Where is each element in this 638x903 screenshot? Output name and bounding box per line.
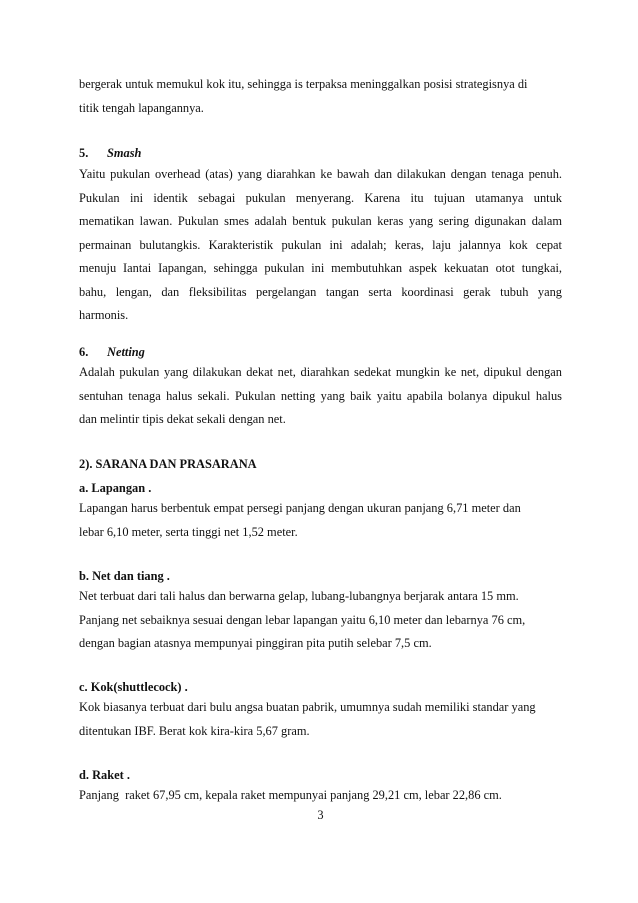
raket-paragraph xyxy=(79,784,562,808)
text-line: Net terbuat dari tali halus dan berwarna gelap, lubang-lubangnya berjarak antara 15 mm. xyxy=(79,589,519,603)
text-line: Pukulan ini identik sebagai pukulan menyerang. Karena itu tujuan utamanya untuk xyxy=(79,190,562,205)
text-line: dengan bagian atasnya mempunyai pinggiran pita putih selebar 7,5 cm. xyxy=(79,636,432,650)
text-line: ditentukan IBF. Berat kok kira-kira 5,67 gram. xyxy=(79,723,310,738)
text-line: Adalah pukulan yang dilakukan dekat net, diarahkan sedekat mungkin ke net, dipukul dengan xyxy=(79,365,562,379)
heading-title: Smash xyxy=(107,146,142,160)
text-line: bahu, lengan, dan fleksibilitas pergelangan tangan serta koordinasi gerak tubuh yang xyxy=(79,284,562,299)
text-line: Panjang raket 67,95 cm, kepala raket mempunyai panjang 29,21 cm, lebar 22,86 cm. xyxy=(79,788,502,802)
netting-heading xyxy=(79,345,145,360)
net-heading: b. Net dan tiang . xyxy=(79,569,170,583)
intro-paragraph xyxy=(79,73,562,120)
kok-paragraph xyxy=(79,696,562,743)
heading-number: 5. xyxy=(79,146,89,160)
text-line: lebar 6,10 meter, serta tinggi net 1,52 meter. xyxy=(79,524,298,539)
net-paragraph xyxy=(79,585,562,656)
heading-title: Netting xyxy=(107,345,145,359)
text-line: Kok biasanya terbuat dari bulu angsa buatan pabrik, umumnya sudah memiliki standar yang xyxy=(79,700,536,714)
lapangan-paragraph xyxy=(79,497,562,544)
lapangan-heading: a. Lapangan . xyxy=(79,481,152,495)
page-number: 3 xyxy=(317,808,324,822)
text-line: permainan bulutangkis. Karakteristik pukulan ini adalah; keras, laju jalannya kok cepat xyxy=(79,237,562,252)
text-line: mematikan lawan. Pukulan smes adalah bentuk pukulan keras yang sering digunakan dalam xyxy=(79,214,562,228)
text-line: bergerak untuk memukul kok itu, sehingga is terpaksa meninggalkan posisi strategisnya di xyxy=(79,77,528,91)
kok-heading: c. Kok(shuttlecock) . xyxy=(79,680,188,694)
text-line: dan melintir tipis dekat sekali dengan net. xyxy=(79,412,286,426)
netting-paragraph xyxy=(79,361,562,432)
text-line: menuju Iantai Iapangan, sehingga pukulan ini membutuhkan aspek kekuatan otot tungkai, xyxy=(79,261,562,275)
raket-heading: d. Raket . xyxy=(79,768,130,782)
smash-paragraph xyxy=(79,163,562,328)
smash-heading xyxy=(79,146,141,161)
text-line: titik tengah lapangannya. xyxy=(79,100,204,115)
text-line: harmonis. xyxy=(79,308,129,322)
heading-number: 6. xyxy=(79,345,89,359)
document-page xyxy=(79,0,562,903)
sarana-heading: 2). SARANA DAN PRASARANA xyxy=(79,457,257,471)
text-line: sentuhan tenaga halus sekali. Pukulan netting yang baik yaitu apabila bolanya dipukul halus xyxy=(79,388,562,403)
text-line: Yaitu pukulan overhead (atas) yang diarahkan ke bawah dan dilakukan dengan tenaga penuh. xyxy=(79,167,562,181)
text-line: Lapangan harus berbentuk empat persegi panjang dengan ukuran panjang 6,71 meter dan xyxy=(79,501,521,515)
text-line: Panjang net sebaiknya sesuai dengan lebar lapangan yaitu 6,10 meter dan lebarnya 76 cm, xyxy=(79,612,526,627)
